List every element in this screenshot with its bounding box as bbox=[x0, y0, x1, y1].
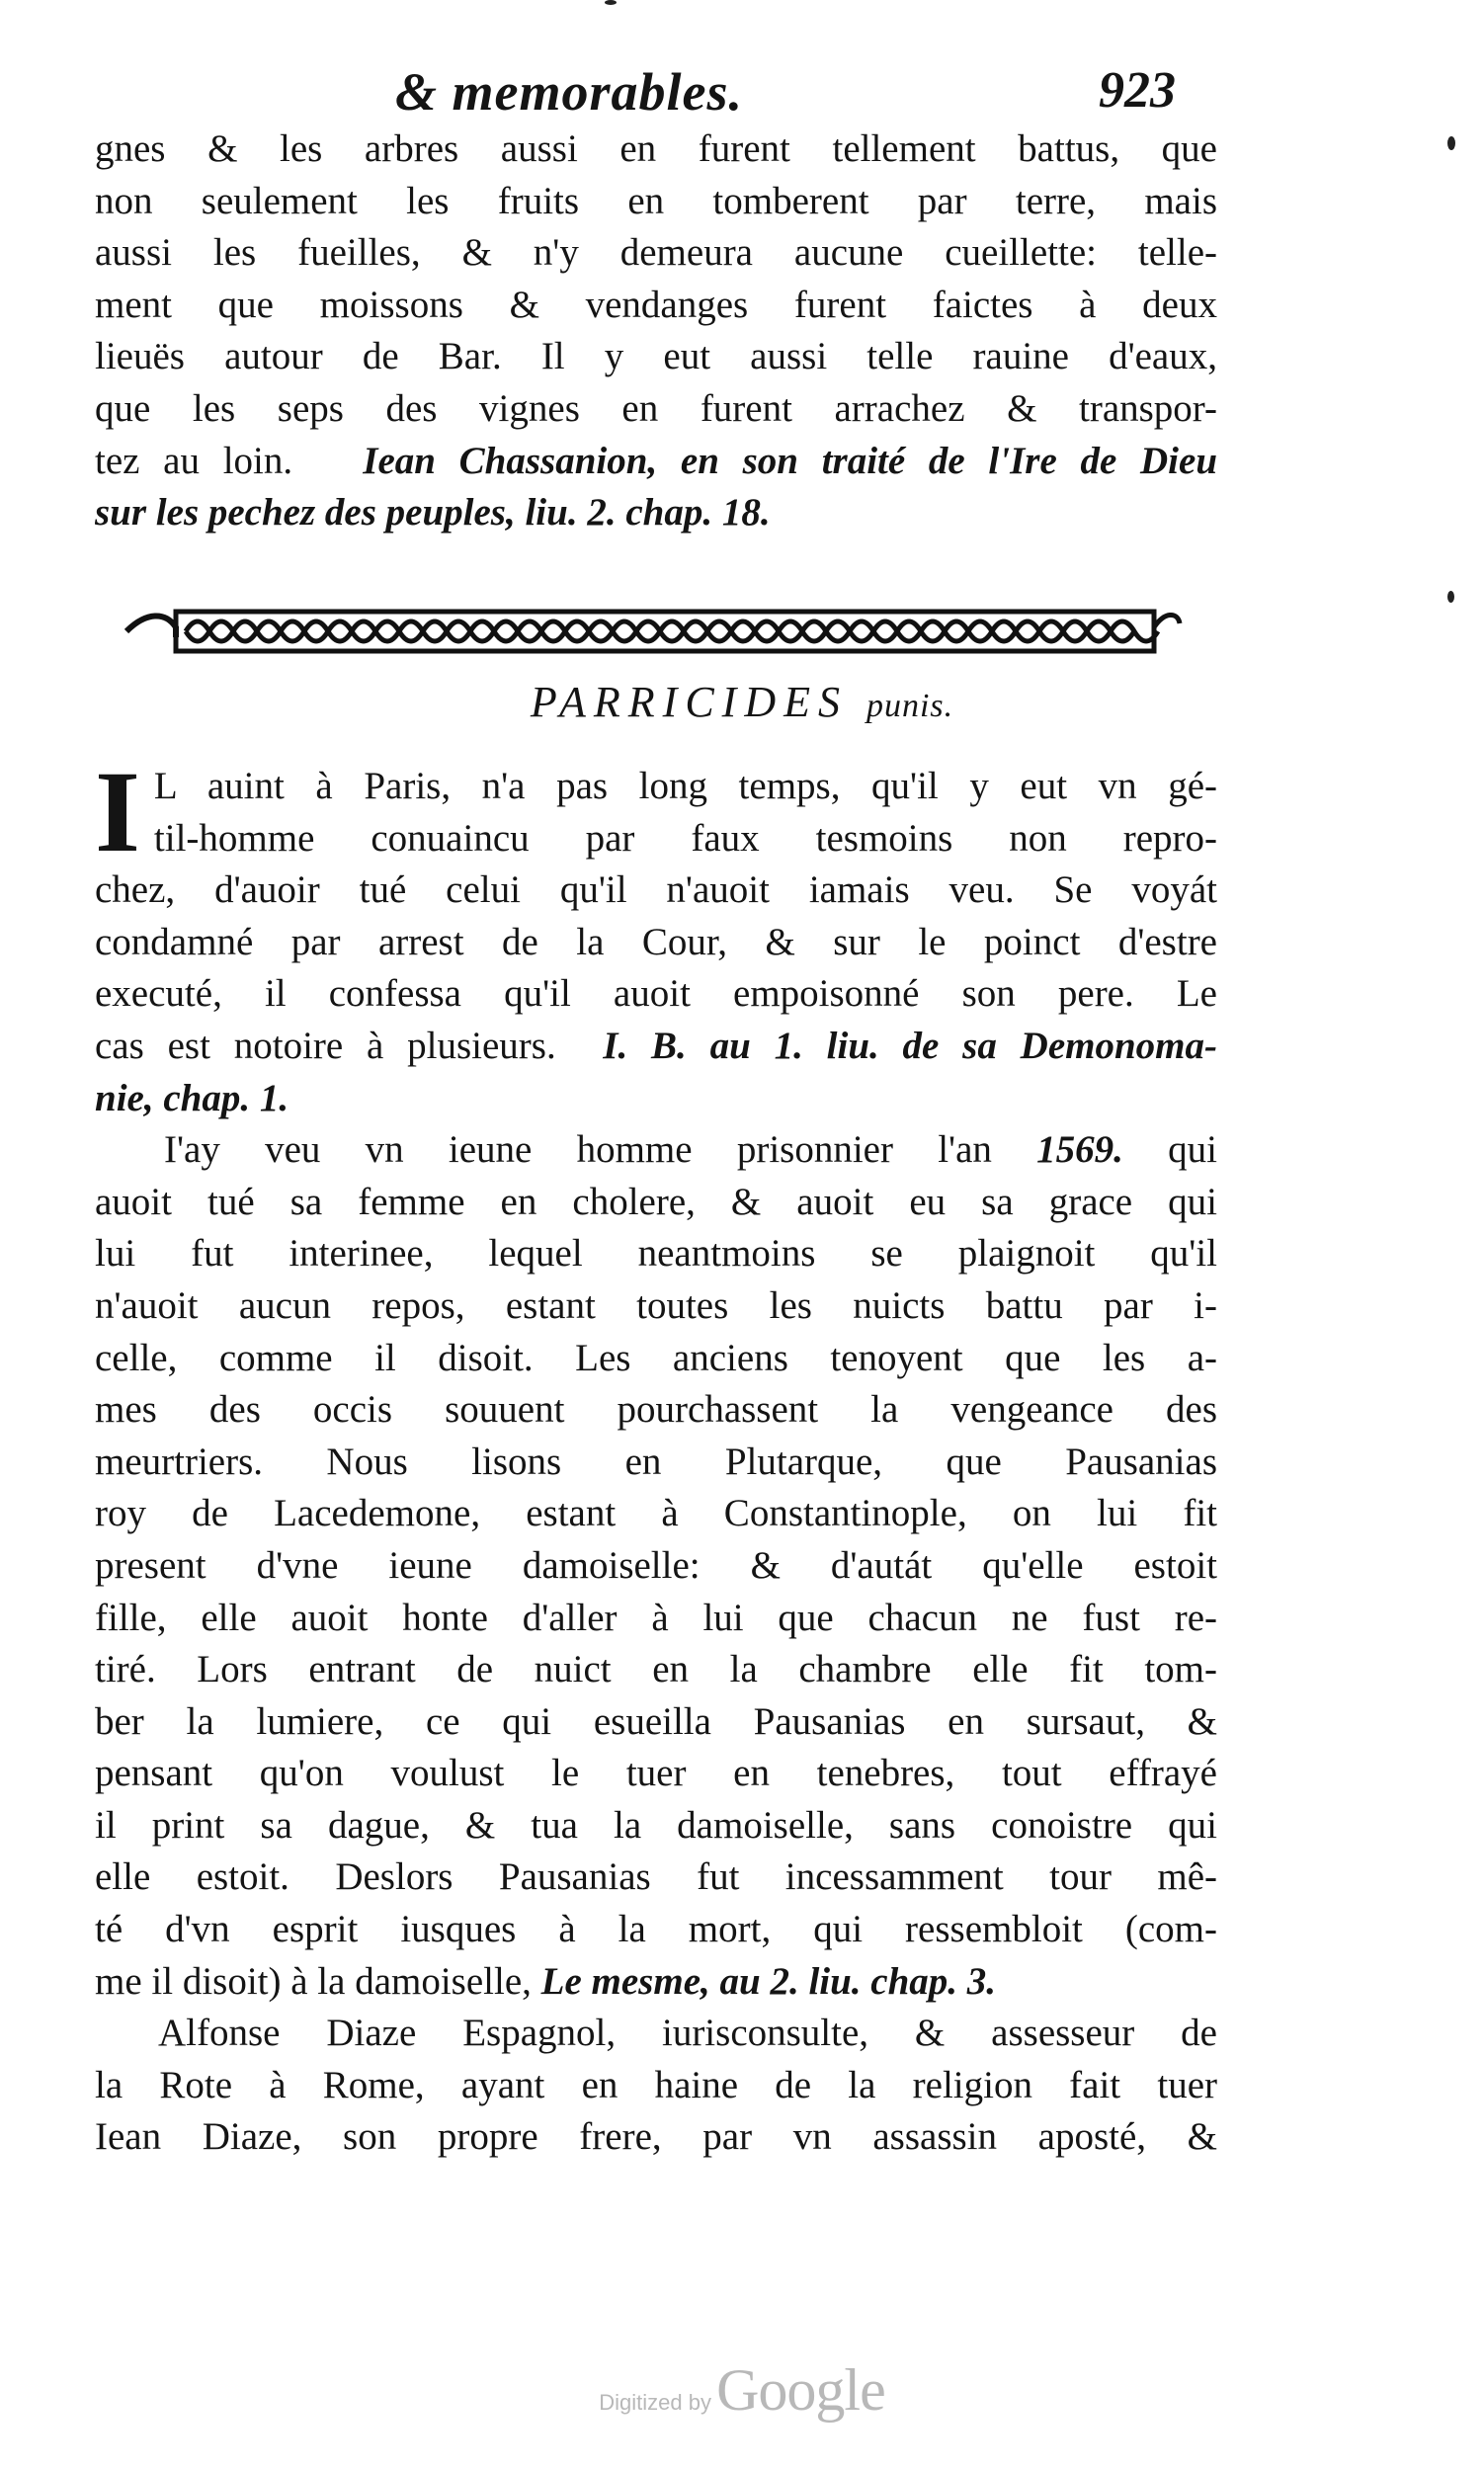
text-line: elle estoit. Deslors Pausanias fut incessamment tour mê- bbox=[95, 1855, 1217, 1899]
paragraph-2 bbox=[95, 1124, 1217, 2008]
text-line: tiré. Lors entrant de nuict en la chambre elle fit tom- bbox=[95, 1648, 1217, 1691]
text-line: meurtriers. Nous lisons en Plutarque, que Pausanias bbox=[95, 1440, 1217, 1483]
citation: nie, chap. 1. bbox=[95, 1076, 289, 1119]
text-line: ment que moissons & vendanges furent faictes à deux bbox=[95, 283, 1217, 326]
text-line: pensant qu'on voulust le tuer en tenebres, tout effrayé bbox=[95, 1752, 1217, 1795]
text-line: lieuës autour de Bar. Il y eut aussi telle rauine d'eaux, bbox=[95, 335, 1217, 378]
text-line: lui fut interinee, lequel neantmoins se plaignoit qu'il bbox=[95, 1232, 1217, 1276]
year: 1569. bbox=[1036, 1128, 1123, 1172]
text-line: mes des occis souuent pourchassent la vengeance des bbox=[95, 1388, 1217, 1432]
text-line: n'auoit aucun repos, estant toutes les nuicts battu par i- bbox=[95, 1283, 1217, 1327]
page-number: 923 bbox=[1099, 62, 1176, 119]
text-line: ber la lumiere, ce qui esueilla Pausanias en sursaut, & bbox=[95, 1699, 1217, 1743]
paragraph-3 bbox=[95, 2008, 1217, 2164]
running-title: & memorables. bbox=[395, 62, 743, 122]
text-line: L auint à Paris, n'a pas long temps, qu'il y eut vn gé- bbox=[153, 765, 1217, 807]
drop-cap: I bbox=[95, 747, 140, 876]
text-line: il print sa dague, & tua la damoiselle, sans conoistre qui bbox=[95, 1803, 1217, 1847]
citation: I. B. au 1. liu. de sa Demonoma- bbox=[603, 1024, 1217, 1067]
ink-speck bbox=[1447, 591, 1454, 603]
text-line bbox=[95, 1124, 1217, 1177]
digitized-by-text: Digitized by bbox=[599, 2390, 711, 2415]
ornament-divider bbox=[117, 598, 1184, 661]
line-text: qui bbox=[1168, 1128, 1217, 1172]
text-line bbox=[95, 1021, 1217, 1073]
text-line: til-homme conuaincu par faux tesmoins non repro- bbox=[153, 816, 1217, 860]
ink-speck bbox=[605, 0, 617, 5]
text-line: té d'vn esprit iusques à la mort, qui ressembloit (com- bbox=[95, 1908, 1217, 1951]
line-text: I'ay veu vn ieune homme prisonnier l'an bbox=[164, 1128, 992, 1172]
section-title bbox=[0, 677, 1484, 727]
text-line: la Rote à Rome, ayant en haine de la religion fait tuer bbox=[95, 2063, 1217, 2106]
ink-speck bbox=[1447, 136, 1455, 150]
google-logo: Google bbox=[716, 2357, 885, 2423]
text-line: que les seps des vignes en furent arrachez & transpor- bbox=[95, 386, 1217, 430]
text-line: gnes & les arbres aussi en furent tellement battus, que bbox=[95, 127, 1217, 170]
paragraph-1 bbox=[95, 747, 1217, 1124]
text-line: fille, elle auoit honte d'aller à lui que chacun ne fust re- bbox=[95, 1596, 1217, 1639]
text-line: Iean Diaze, son propre frere, par vn assassin aposté, & bbox=[95, 2115, 1217, 2159]
text-line: present d'vne ieune damoiselle: & d'autát qu'elle estoit bbox=[95, 1543, 1217, 1587]
text-line: roy de Lacedemone, estant à Constantinople, on lui fit bbox=[95, 1492, 1217, 1535]
text-line: chez, d'auoir tué celui qu'il n'auoit iamais veu. Se voyát bbox=[95, 868, 1217, 912]
citation: Le mesme, au 2. liu. chap. 3. bbox=[540, 1959, 997, 2003]
line-text: tez au loin. bbox=[95, 439, 293, 482]
citation: sur les pechez des peuples, liu. 2. chap. 18. bbox=[95, 491, 771, 535]
line-text: me il disoit) à la damoiselle, bbox=[95, 1959, 532, 2003]
text-line bbox=[95, 1956, 1217, 2009]
text-line bbox=[95, 436, 1217, 488]
section-title-suffix: punis. bbox=[866, 688, 954, 724]
text-line: non seulement les fruits en tomberent par terre, mais bbox=[95, 179, 1217, 222]
citation: Iean Chassanion, en son traité de l'Ire de Dieu bbox=[363, 439, 1217, 482]
top-paragraph bbox=[95, 124, 1217, 539]
google-watermark bbox=[0, 2356, 1484, 2425]
text-line: celle, comme il disoit. Les anciens tenoyent que les a- bbox=[95, 1336, 1217, 1379]
text-line: condamné par arrest de la Cour, & sur le poinct d'estre bbox=[95, 920, 1217, 963]
main-text bbox=[95, 747, 1217, 2164]
text-line: auoit tué sa femme en cholere, & auoit eu sa grace qui bbox=[95, 1180, 1217, 1223]
text-line: executé, il confessa qu'il auoit empoisonné son pere. Le bbox=[95, 972, 1217, 1016]
text-line: Alfonse Diaze Espagnol, iurisconsulte, & assesseur de bbox=[158, 2012, 1217, 2055]
page-header bbox=[99, 61, 1215, 130]
text-line: aussi les fueilles, & n'y demeura aucune cueillette: telle- bbox=[95, 231, 1217, 275]
section-title-main: PARRICIDES bbox=[530, 678, 848, 726]
line-text: cas est notoire à plusieurs. bbox=[95, 1024, 556, 1067]
